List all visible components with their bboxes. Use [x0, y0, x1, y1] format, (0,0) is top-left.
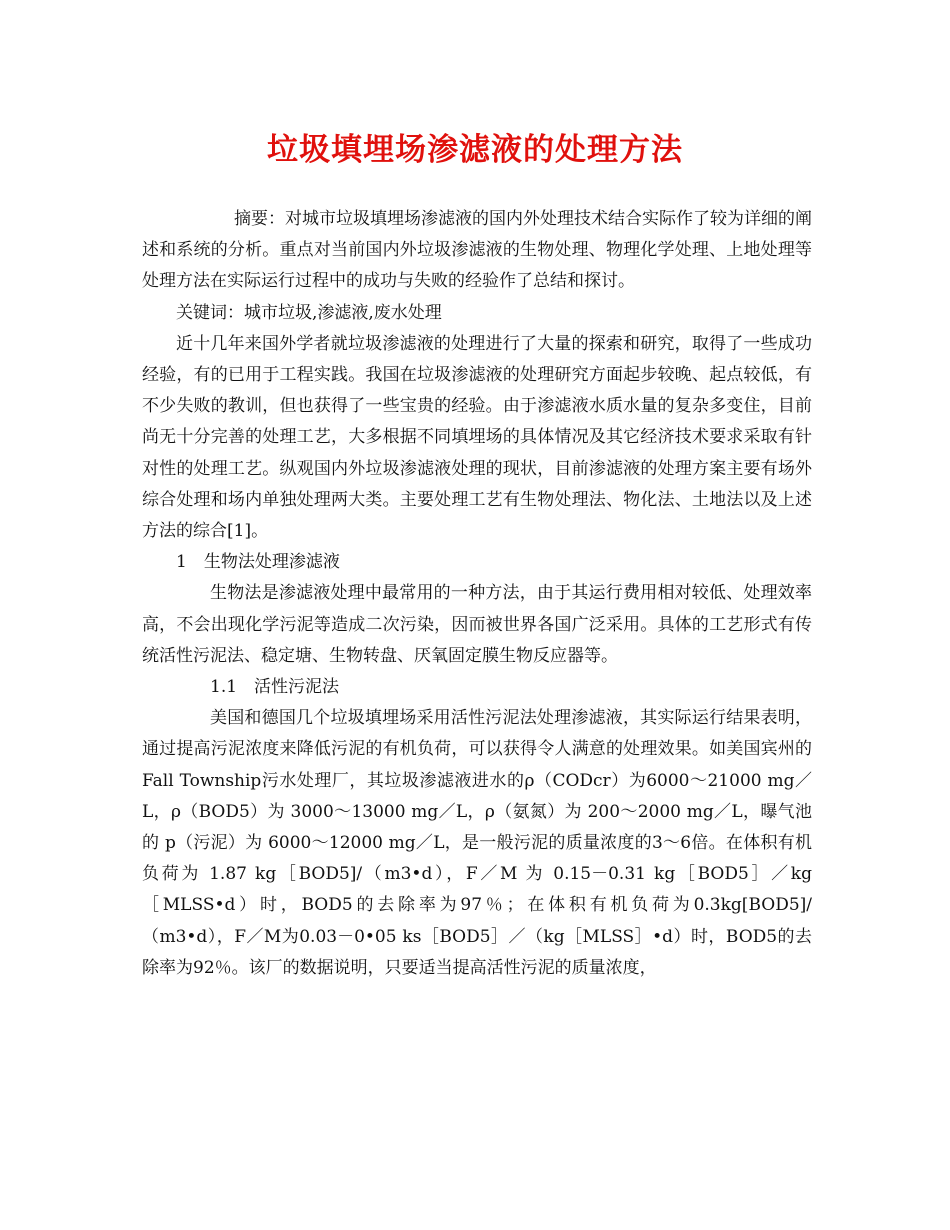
subsection-1-1-paragraph: 美国和德国几个垃圾填埋场采用活性污泥法处理渗滤液，其实际运行结果表明，通过提高污泥浓度来降低污泥的有机负荷，可以获得令人满意的处理效果。如美国宾州的Fall Township污水处理厂，其垃圾渗滤液进水的ρ（CODcr）为6000～21000 mg／L，ρ（BOD5）为 3000～13000 mg／L，ρ（氨氮）为 200～2000 mg／L，曝气池的 p（污泥）为 6000～12000 mg／L，是一般污泥的质量浓度的3～6倍。在体积有机负荷为 1.87 kg［BOD5]/（m3•d），F／M 为 0.15－0.31 kg［BOD5］／kg［MLSS•d）时，BOD5的去除率为97％；在体积有机负荷为0.3kg[BOD5]/（m3•d），F／M为0.03－0•05 ks［BOD5］／（kg［MLSS］•d）时，BOD5的去除率为92％。该厂的数据说明，只要适当提高活性污泥的质量浓度，	[142, 708, 812, 978]
document-body	[142, 204, 812, 984]
abstract-paragraph: 摘要：对城市垃圾填埋场渗滤液的国内外处理技术结合实际作了较为详细的阐述和系统的分析。重点对当前国内外垃圾渗滤液的生物处理、物理化学处理、上地处理等处理方法在实际运行过程中的成功与失败的经验作了总结和探讨。	[142, 209, 812, 292]
keywords-line: 关键词：城市垃圾,渗滤液,废水处理	[176, 302, 442, 323]
section-1-paragraph: 生物法是渗滤液处理中最常用的一种方法，由于其运行费用相对较低、处理效率高，不会出现化学污泥等造成二次污染，因而被世界各国广泛采用。具体的工艺形式有传统活性污泥法、稳定塘、生物转盘、厌氧固定膜生物反应器等。	[142, 583, 812, 666]
subsection-heading-1-1: 1.1 活性污泥法	[210, 677, 340, 698]
document-title: 垃圾填埋场渗滤液的处理方法	[267, 132, 683, 168]
section-heading-1: 1 生物法处理渗滤液	[176, 552, 340, 573]
intro-paragraph: 近十几年来国外学者就垃圾渗滤液的处理进行了大量的探索和研究，取得了一些成功经验，有的已用于工程实践。我国在垃圾渗滤液的处理研究方面起步较晚、起点较低，有不少失败的教训，但也获得了一些宝贵的经验。由于渗滤液水质水量的复杂多变住，目前尚无十分完善的处理工艺，大多根据不同填埋场的具体情况及其它经济技术要求采取有针对性的处理工艺。纵观国内外垃圾渗滤液处理的现状，目前渗滤液的处理方案主要有场外综合处理和场内单独处理两大类。主要处理工艺有生物处理法、物化法、土地法以及上述方法的综合[1]。	[142, 333, 812, 542]
